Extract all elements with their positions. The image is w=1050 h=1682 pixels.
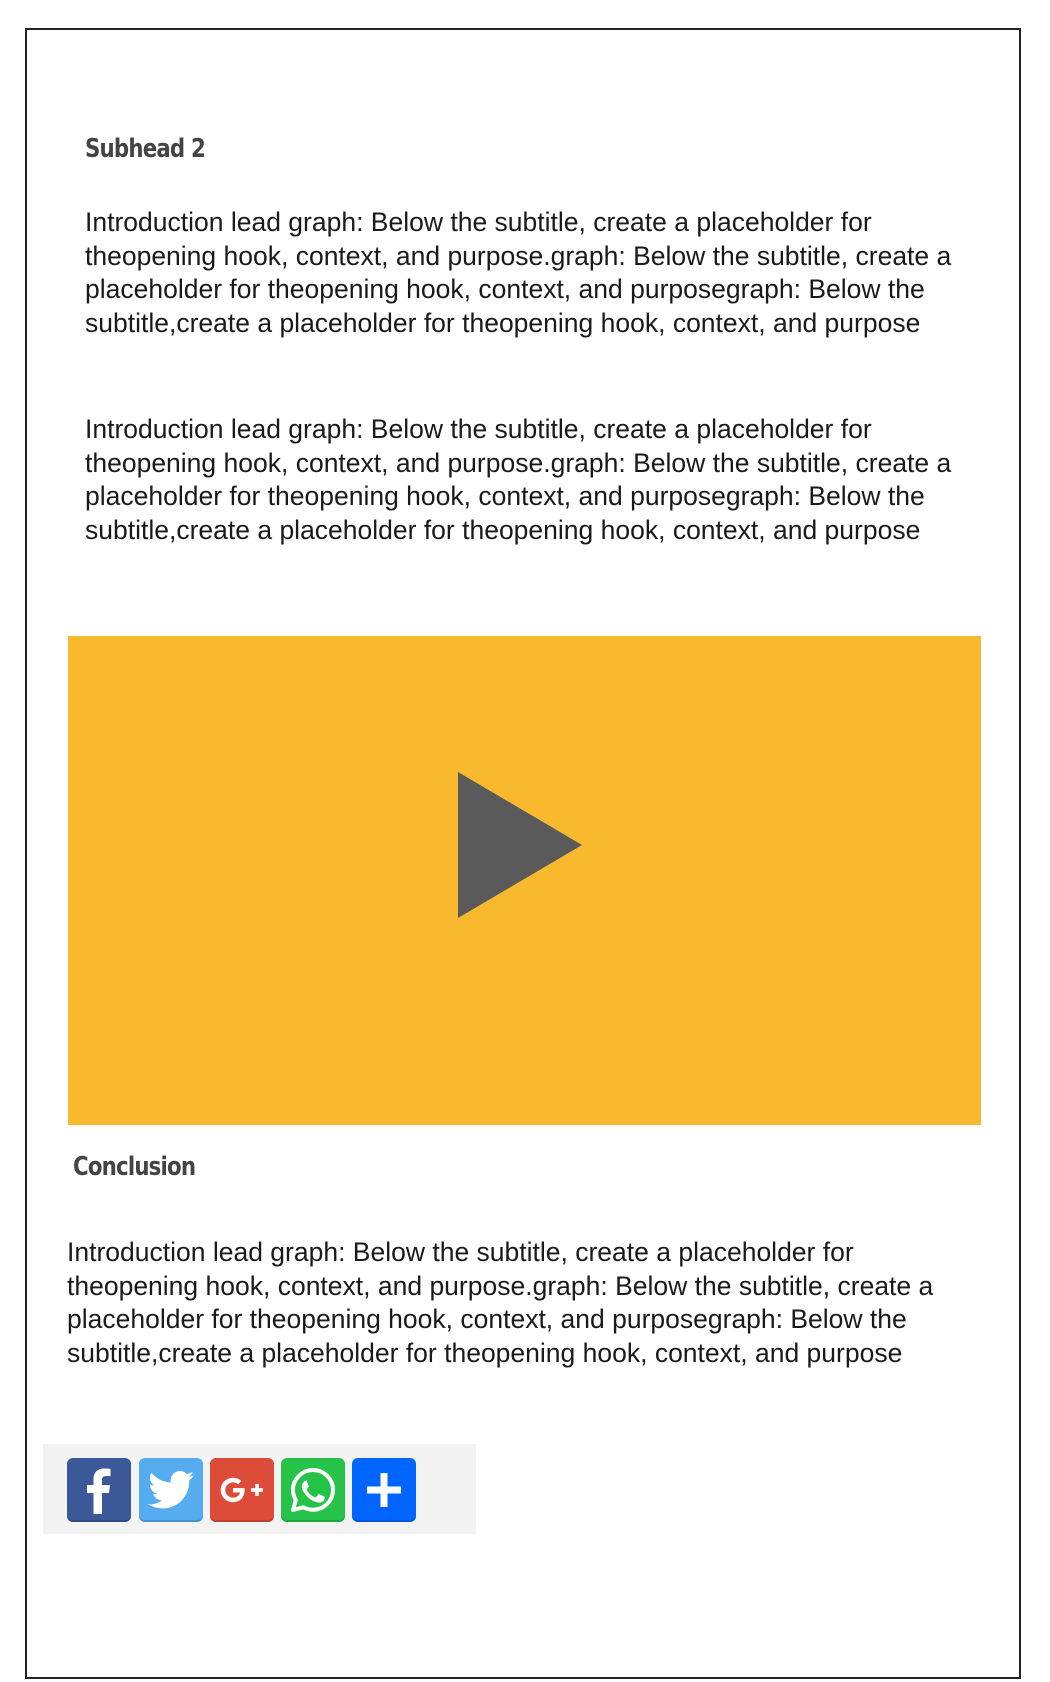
whatsapp-icon bbox=[288, 1465, 338, 1515]
facebook-share-button[interactable] bbox=[67, 1458, 131, 1522]
google-plus-icon bbox=[218, 1474, 266, 1506]
video-player[interactable] bbox=[68, 636, 981, 1125]
google-plus-share-button[interactable] bbox=[210, 1458, 274, 1522]
whatsapp-share-button[interactable] bbox=[281, 1458, 345, 1522]
plus-icon bbox=[364, 1470, 404, 1510]
conclusion-paragraph: Introduction lead graph: Below the subtitle, create a placeholder for theopening hook, context, and purpose.graph: Below the subtitle, create a placeholder for theopening hook, context, and purposegraph: Below the subtitle,create a placeholder for theopening hook, context, and purpose bbox=[67, 1237, 934, 1368]
conclusion-heading: Conclusion bbox=[73, 1152, 196, 1182]
play-icon[interactable] bbox=[458, 772, 582, 918]
more-share-button[interactable] bbox=[352, 1458, 416, 1522]
article-frame bbox=[25, 28, 1021, 1679]
twitter-share-button[interactable] bbox=[139, 1458, 203, 1522]
social-share-bar bbox=[43, 1444, 476, 1534]
intro-paragraph-2: Introduction lead graph: Below the subtitle, create a placeholder for theopening hook, context, and purpose.graph: Below the subtitle, create a placeholder for theopening hook, context, and purposegraph: Below the subtitle,create a placeholder for theopening hook, context, and purpose bbox=[85, 414, 952, 545]
twitter-icon bbox=[148, 1470, 194, 1510]
intro-paragraph-1: Introduction lead graph: Below the subtitle, create a placeholder for theopening hook, context, and purpose.graph: Below the subtitle, create a placeholder for theopening hook, context, and purposegraph: Below the subtitle,create a placeholder for theopening hook, context, and purpose bbox=[85, 207, 952, 338]
subhead-heading: Subhead 2 bbox=[85, 134, 205, 164]
facebook-icon bbox=[79, 1466, 119, 1514]
